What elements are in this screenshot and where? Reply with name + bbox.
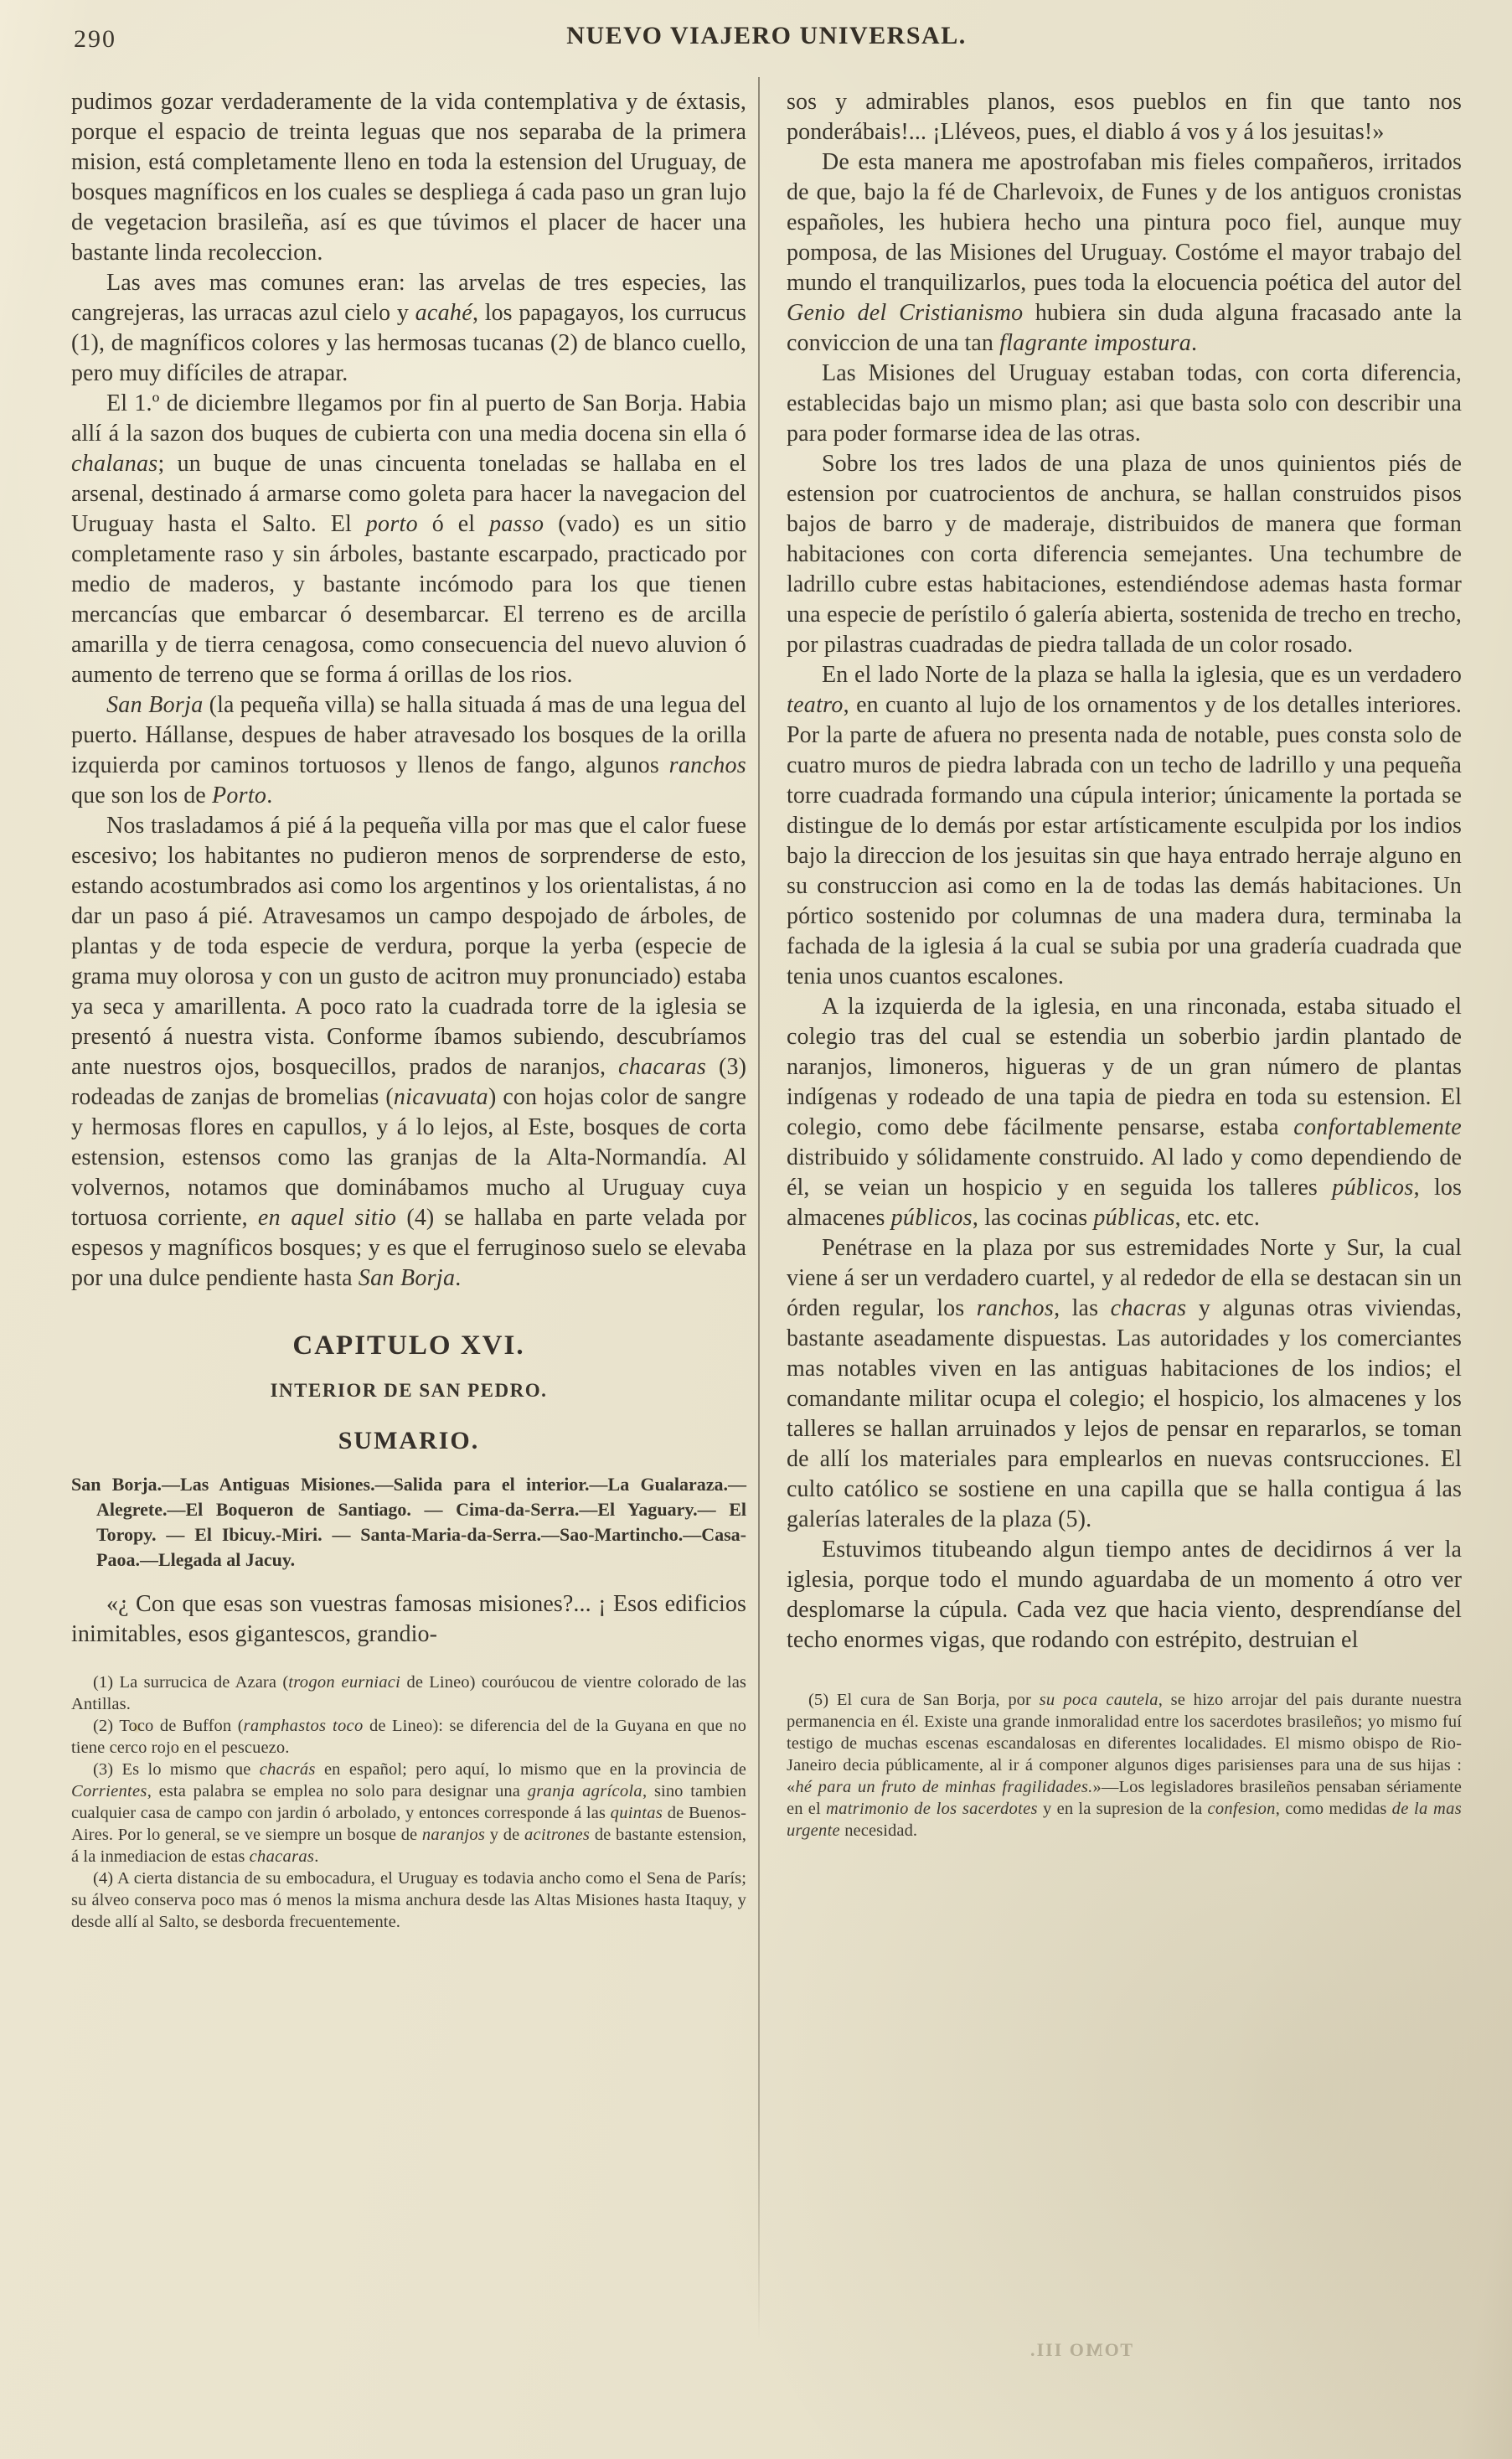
paragraph: «¿ Con que esas son vuestras famosas misiones?... ¡ Esos edificios inimitables, esos gigantescos, grandio-	[71, 1591, 746, 1647]
text-block	[71, 87, 1462, 1933]
paragraph: San Borja (la pequeña villa) se halla situada á mas de una legua del puerto. Hállanse, despues de haber atravesado los bosques de la orilla izquierda por caminos tortuosos y llenos de fango, algunos ranchos que son los de Porto.	[71, 692, 746, 808]
running-title: NUEVO VIAJERO UNIVERSAL.	[566, 22, 967, 49]
footnotes-left	[71, 1671, 746, 1933]
footnote: (5) El cura de San Borja, por su poca cautela, se hizo arrojar del pais durante nuestra permanencia en él. Existe una grande inmoralidad entre los sacerdotes brasileños; yo mismo fuí testigo de muchas escenas escandalosas en diferentes localidades. El mismo obispo de Rio-Janeiro decia públicamente, al ir á componer algunos diges parisienses para una de sus hijas : «hé para un fruto de minhas fragilidades.»—Los legisladores brasileños pensaban sériamente en el matrimonio de los sacerdotes y en la supresion de la confesion, como medidas de la mas urgente necesidad.	[787, 1691, 1463, 1840]
paragraph: Las Misiones del Uruguay estaban todas, con corta diferencia, establecidas bajo un mismo plan; asi que basta solo con describir una para poder formarse idea de las otras.	[787, 360, 1462, 447]
footnote: (2) Toco de Buffon (ramphastos toco de Lineo): se diferencia del de la Guyana en que no tiene cerco rojo en el pescuezo.	[71, 1717, 747, 1757]
footnote: (4) A cierta distancia de su embocadura, el Uruguay es todavia ancho como el Sena de París; su álveo conserva poco mas ó menos la misma anchura desde las Altas Misiones hasta Itaquy, y desde allí al Salto, se desborda frecuentemente.	[71, 1869, 746, 1931]
paragraph: Las aves mas comunes eran: las arvelas de tres especies, las cangrejeras, las urracas azul cielo y acahé, los papagayos, los currucus (1), de magníficos colores y las hermosas tucanas (2) de blanco cuello, pero muy difíciles de atrapar.	[71, 270, 746, 386]
paragraph: A la izquierda de la iglesia, en una rinconada, estaba situado el colegio tras del cual se estendia un soberbio jardin plantado de naranjos, limoneros, higueras y de un gran número de plantas indígenas y rodeado de una tapia de piedra en toda su estension. El colegio, como debe fácilmente pensarse, estaba confortablemente distribuido y sólidamente construido. Al lado y como dependiendo de él, se veian un hospicio y en seguida los talleres públicos, los almacenes públicos, las cocinas públicas, etc. etc.	[787, 994, 1463, 1231]
paragraph: En el lado Norte de la plaza se halla la iglesia, que es un verdadero teatro, en cuanto al lujo de los ornamentos y de los detalles interiores. Por la parte de afuera no presenta nada de notable, pues consta solo de cuatro muros de piedra labrada con un techo de ladrillo y una pequeña torre cuadrada formando una cúpula interior; únicamente la portada se distingue de lo demás por estar artísticamente esculpida por los indios bajo la direccion de los jesuitas sin que haya entrado herraje alguno en su construccion asi como en la de todas las demás habitaciones. Un pórtico sostenido por columnas de una madera dura, terminaba la fachada de la iglesia á la cual se subia por una gradería cuadrada que tenia unos cuantos escalones.	[787, 662, 1462, 989]
paragraph: sos y admirables planos, esos pueblos en fin que tanto nos ponderábais!... ¡Lléveos, pues, el diablo á vos y á los jesuitas!»	[787, 89, 1462, 145]
paragraph: Nos trasladamos á pié á la pequeña villa por mas que el calor fuese escesivo; los habitantes no pudieron menos de sorprenderse de esto, estando acostumbrados asi como los argentinos y los orientalistas, á no dar un paso á pié. Atravesamos un campo despojado de árboles, de plantas y de toda especie de verdura, porque la yerba (especie de grama muy olorosa y con un gusto de acitron muy pronunciado) estaba ya seca y amarillenta. A poco rato la cuadrada torre de la iglesia se presentó á nuestra vista. Conforme íbamos subiendo, descubríamos ante nuestros ojos, bosquecillos, prados de naranjos, chacaras (3) rodeadas de zanjas de bromelias (nicavuata) con hojas color de sangre y hermosas flores en capullos, y á lo lejos, al Este, bosques de corta estension, estensos como las granjas de la Alta-Normandía. Al volvernos, notamos que dominábamos mucho al Uruguay cuya tortuosa corriente, en aquel sitio (4) se hallaba en parte velada por espesos y magníficos bosques; y es que el ferruginoso suelo se elevaba por una dulce pendiente hasta San Borja.	[71, 813, 747, 1291]
paragraph: Sobre los tres lados de una plaza de unos quinientos piés de estension por cuatrocientos de anchura, se hallan construidos pisos bajos de barro y de maderaje, distribuidos de manera que forman habitaciones con corta diferencia semejantes. Una techumbre de ladrillo cubre estas habitaciones, estendiéndose ademas hasta formar una especie de perístilo ó galería abierta, sostenida de trecho en trecho, por pilastras cuadradas de piedra tallada de un color rosado.	[787, 451, 1462, 658]
paragraph: De esta manera me apostrofaban mis fieles compañeros, irritados de que, bajo la fé de Charlevoix, de Funes y de los antiguos cronistas españoles, les hubiera hecho una pintura poco fiel, aunque muy pomposa, de las Misiones del Uruguay. Costóme el mayor trabajo del mundo el tranquilizarlos, pues toda la elocuencia poética del autor del Genio del Cristianismo hubiera sin duda alguna fracasado ante la conviccion de una tan flagrante impostura.	[787, 149, 1462, 356]
left-column	[71, 87, 746, 1933]
page-number: 290	[74, 25, 116, 53]
chapter-subheading: INTERIOR DE SAN PEDRO.	[270, 1380, 548, 1401]
footnote: (1) La surrucica de Azara (trogon eurniaci de Lineo) couróucou de vientre colorado de las Antillas.	[71, 1673, 747, 1713]
chapter-heading: CAPITULO XVI.	[292, 1330, 525, 1361]
paragraph: Estuvimos titubeando algun tiempo antes de decidirnos á ver la iglesia, porque todo el mundo aguardaba de un momento á otro ver desplomarse la cúpula. Cada vez que hacia viento, desprendíanse del techo enormes vigas, que rodando con estrépito, destruian el	[787, 1537, 1462, 1653]
footnote: (3) Es lo mismo que chacrás en español; pero aquí, lo mismo que en la provincia de Corrientes, esta palabra se emplea no solo para designar una granja agrícola, sino tambien cualquier casa de campo con jardin ó arbolado, y entonces corresponde á las quintas de Buenos-Aires. Por lo general, se ve siempre un bosque de naranjos y de acitrones de bastante estension, á la inmediacion de estas chacaras.	[71, 1760, 747, 1866]
showthrough-tomo-text: TOMO III.	[1029, 2339, 1133, 2360]
paragraph: El 1.º de diciembre llegamos por fin al puerto de San Borja. Habia allí á la sazon dos buques de cubierta con una media docena sin ella ó chalanas; un buque de unas cincuenta toneladas se hallaba en el arsenal, destinado á armarse como goleta para hacer la navegacion del Uruguay hasta el Salto. El porto ó el passo (vado) es un sitio completamente raso y sin árboles, bastante escarpado, practicado por medio de maderos, y bastante incómodo para los que tienen mercancías que embarcar ó desembarcar. El terreno es de arcilla amarilla y de tierra cenagosa, como consecuencia del nuevo aluvion ó aumento de terreno que se forma á orillas de los rios.	[71, 390, 746, 688]
chapter-summary: San Borja.—Las Antiguas Misiones.—Salida para el interior.—La Gualaraza.—Alegrete.—El Boqueron de Santiago. — Cima-da-Serra.—El Yaguary.— El Toropy. — El Ibicuy.-Miri. — Santa-Maria-da-Serra.—Sao-Martincho.—Casa-Paoa.—Llegada al Jacuy.	[71, 1474, 746, 1570]
summary-heading: SUMARIO.	[338, 1427, 480, 1454]
paragraph: Penétrase en la plaza por sus estremidades Norte y Sur, la cual viene á ser un verdadero cuartel, y al rededor de ella se destacan sin un órden regular, los ranchos, las chacras y algunas otras viviendas, bastante aseadamente dispuestas. Las autoridades y los comerciantes mas notables viven en las antiguas habitaciones de los indios; el comandante militar ocupa el colegio; el hospicio, los almacenes y los talleres se hallan arruinados y lejos de pensar en repararlos, se toman de allí los materiales para emplearlos en nuevas contsrucciones. El culto católico se sostiene en una capilla que se halla contigua á las galerías laterales de la plaza (5).	[787, 1235, 1462, 1532]
footnotes-right	[787, 1689, 1462, 1842]
paragraph: pudimos gozar verdaderamente de la vida contemplativa y de éxtasis, porque el espacio de treinta leguas que nos separaba de la primera mision, está completamente lleno en toda la estension del Uruguay, de bosques magníficos en los cuales se despliega á cada paso un gran lujo de vegetacion brasileña, así es que túvimos el placer de hacer una bastante linda recoleccion.	[71, 89, 746, 266]
right-column	[787, 87, 1462, 1933]
